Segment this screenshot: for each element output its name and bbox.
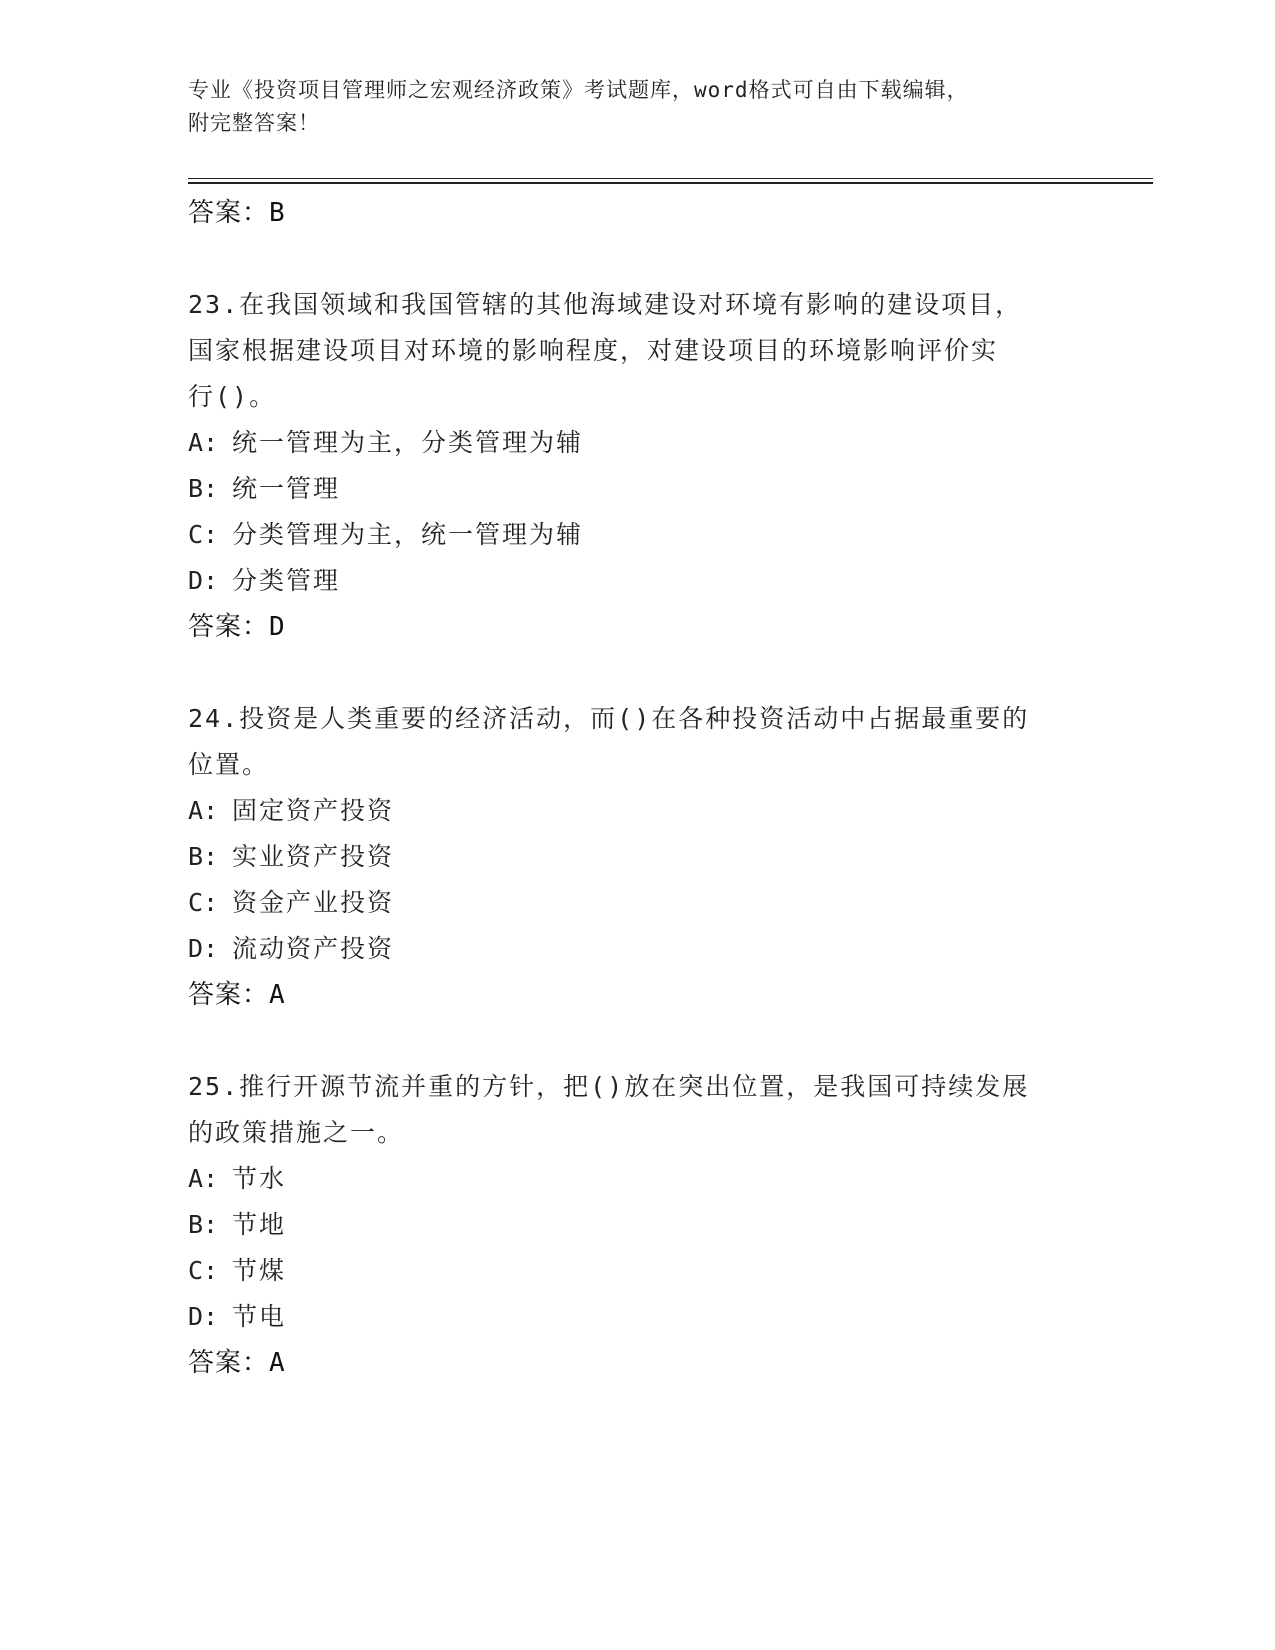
answer-line: [188, 1340, 1088, 1386]
answer-label: 答案：: [188, 612, 270, 642]
option-d: [188, 558, 1088, 604]
answer-label: 答案：: [188, 198, 270, 228]
answer-line: [188, 972, 1088, 1018]
answer-value: B: [269, 198, 286, 228]
answer-label: 答案：: [188, 980, 270, 1010]
option-text: 固定资产投资: [232, 796, 395, 825]
answer-value: A: [269, 1348, 286, 1378]
header-rule-thin: [188, 178, 1153, 179]
answer-label: 答案：: [188, 1348, 270, 1378]
option-letter: C:: [188, 1256, 219, 1285]
option-text: 统一管理: [232, 474, 341, 503]
question-item: [188, 1064, 1088, 1386]
question-stem: [188, 1064, 1088, 1156]
option-letter: A:: [188, 796, 219, 825]
option-c: [188, 880, 1088, 926]
answer-value: D: [269, 612, 286, 642]
header-line-1: 专业《投资项目管理师之宏观经济政策》考试题库，word格式可自由下载编辑，: [188, 78, 969, 102]
option-c: [188, 1248, 1088, 1294]
question-stem: [188, 282, 1088, 420]
option-letter: B:: [188, 1210, 219, 1239]
option-letter: C:: [188, 520, 219, 549]
answer-line: [188, 604, 1088, 650]
option-text: 资金产业投资: [232, 888, 395, 917]
question-stem-line: 的政策措施之一。: [188, 1118, 405, 1147]
option-text: 节水: [232, 1164, 287, 1193]
option-a: [188, 1156, 1088, 1202]
question-item: [188, 696, 1088, 1018]
option-text: 流动资产投资: [232, 934, 395, 963]
option-c: [188, 512, 1088, 558]
option-b: [188, 1202, 1088, 1248]
option-d: [188, 1294, 1088, 1340]
option-d: [188, 926, 1088, 972]
question-stem-line: 25.推行开源节流并重的方针，把()放在突出位置，是我国可持续发展: [188, 1072, 1030, 1101]
option-letter: B:: [188, 842, 219, 871]
question-list: [188, 190, 1088, 1386]
question-stem: [188, 696, 1088, 788]
option-text: 节煤: [232, 1256, 287, 1285]
option-letter: B:: [188, 474, 219, 503]
header-line-2: 附完整答案！: [188, 111, 320, 135]
option-text: 分类管理: [232, 566, 341, 595]
option-text: 分类管理为主，统一管理为辅: [232, 520, 584, 549]
option-b: [188, 466, 1088, 512]
option-text: 节电: [232, 1302, 287, 1331]
answer-line: [188, 190, 1088, 236]
option-a: [188, 788, 1088, 834]
option-text: 统一管理为主，分类管理为辅: [232, 428, 584, 457]
option-letter: A:: [188, 1164, 219, 1193]
question-stem-line: 24.投资是人类重要的经济活动，而()在各种投资活动中占据最重要的: [188, 704, 1030, 733]
answer-value: A: [269, 980, 286, 1010]
option-letter: D:: [188, 934, 219, 963]
question-stem-line: 23.在我国领域和我国管辖的其他海域建设对环境有影响的建设项目，: [188, 290, 1023, 319]
option-b: [188, 834, 1088, 880]
question-stem-line: 行()。: [188, 382, 277, 411]
header-rule-thick: [188, 182, 1153, 184]
question-stem-line: 位置。: [188, 750, 270, 779]
option-letter: D:: [188, 566, 219, 595]
option-letter: C:: [188, 888, 219, 917]
option-a: [188, 420, 1088, 466]
question-item: [188, 282, 1088, 650]
option-letter: A:: [188, 428, 219, 457]
document-header: [188, 74, 1088, 140]
question-stem-line: 国家根据建设项目对环境的影响程度，对建设项目的环境影响评价实: [188, 336, 999, 365]
option-text: 实业资产投资: [232, 842, 395, 871]
option-text: 节地: [232, 1210, 287, 1239]
option-letter: D:: [188, 1302, 219, 1331]
